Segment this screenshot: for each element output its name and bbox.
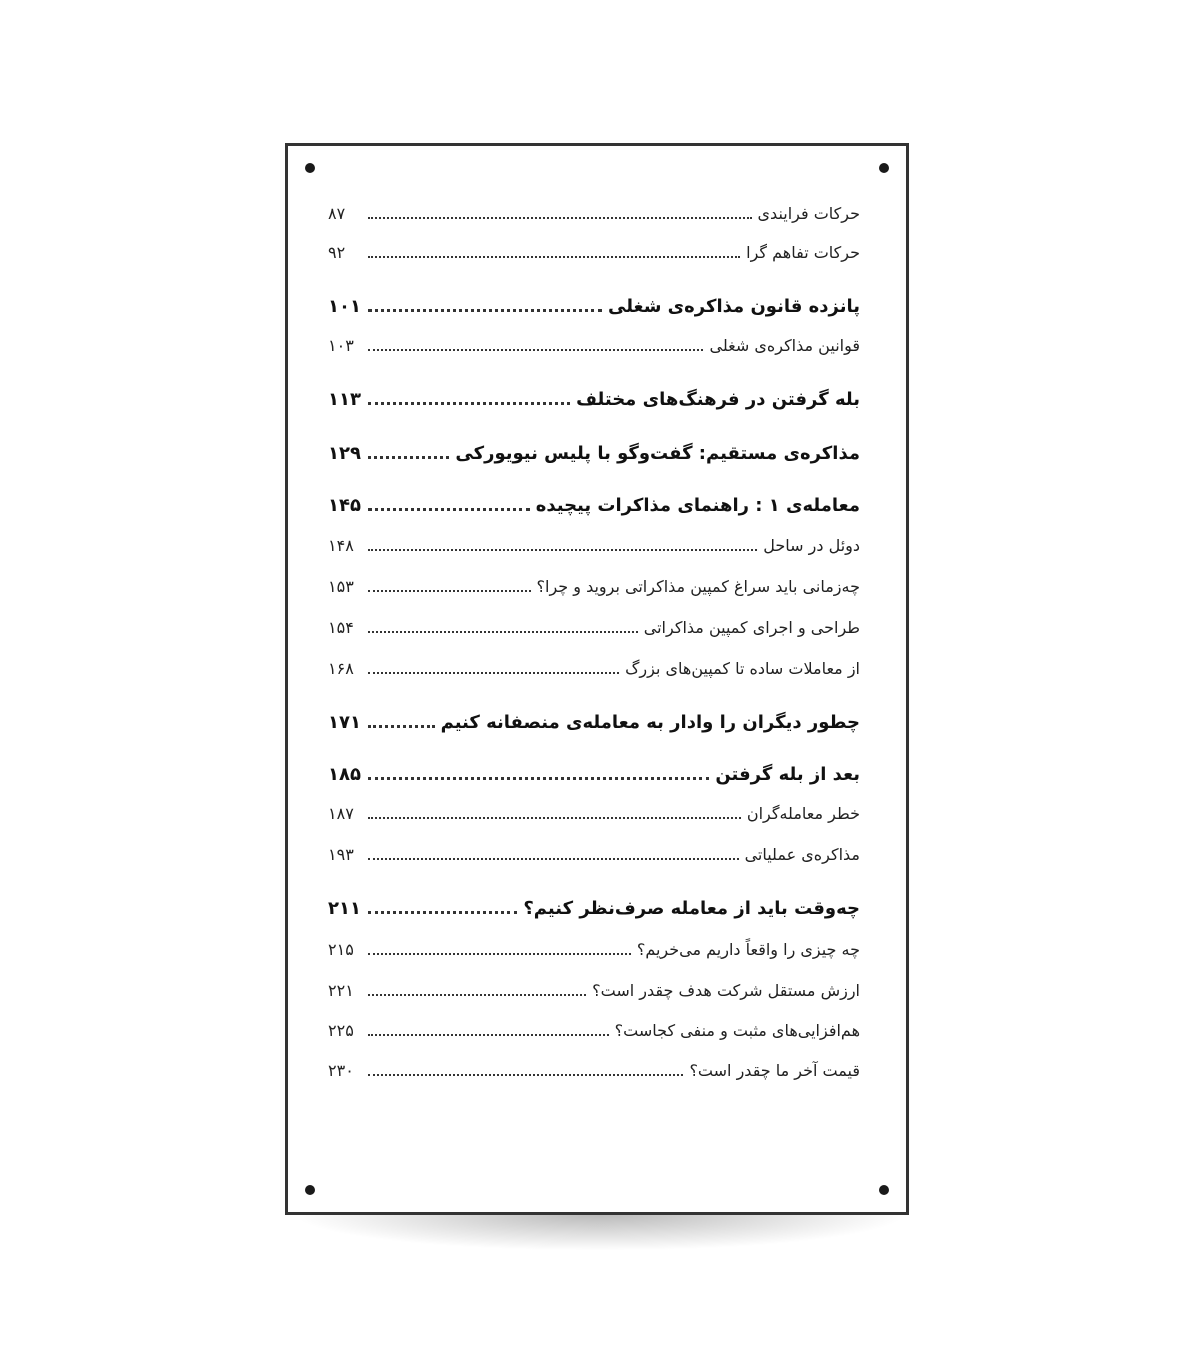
toc-entry — [328, 755, 860, 787]
dot-leader — [368, 858, 739, 860]
toc-entry-title: مذاکره‌ی مستقیم: گفت‌وگو با پلیس نیویورکی — [455, 443, 860, 464]
dot-leader — [368, 349, 703, 351]
book-page — [285, 143, 909, 1215]
dot-leader — [368, 911, 517, 914]
toc-entry — [328, 971, 860, 1003]
toc-entry — [328, 608, 860, 640]
toc-entry — [328, 649, 860, 681]
corner-dot-top-right — [879, 163, 889, 173]
toc-entry — [328, 835, 860, 867]
toc-entry — [328, 703, 860, 735]
toc-entry-title: حرکات فرایندی — [757, 204, 860, 223]
toc-entry-title: چه چیزی را واقعاً داریم می‌خریم؟ — [636, 940, 860, 959]
page-shadow — [300, 1214, 900, 1250]
corner-dot-bottom-right — [879, 1185, 889, 1195]
toc-entry-page: ۲۳۰ — [328, 1061, 354, 1080]
corner-dot-bottom-left — [305, 1185, 315, 1195]
toc-entry-title: پانزده قانون مذاکره‌ی شغلی — [607, 296, 860, 317]
dot-leader — [368, 631, 638, 633]
toc-entry-title: قیمت آخر ما چقدر است؟ — [689, 1061, 860, 1080]
toc-entry-page: ۱۶۸ — [328, 659, 354, 678]
toc-entry-page: ۲۱۵ — [328, 940, 354, 959]
toc-entry-page: ۱۴۵ — [328, 495, 361, 516]
dot-leader — [368, 953, 631, 955]
dot-leader — [368, 1074, 683, 1076]
dot-leader — [368, 402, 570, 405]
dot-leader — [368, 1034, 609, 1036]
toc-entry — [328, 794, 860, 826]
toc-entry — [328, 1011, 860, 1043]
toc-entry-page: ۱۰۳ — [328, 336, 354, 355]
toc-entry — [328, 567, 860, 599]
toc-entry — [328, 930, 860, 962]
toc-entry-page: ۱۵۴ — [328, 618, 354, 637]
toc-entry — [328, 194, 860, 226]
toc-entry-page: ۱۱۳ — [328, 389, 361, 410]
toc-entry — [328, 1051, 860, 1083]
toc-entry — [328, 486, 860, 518]
dot-leader — [368, 725, 435, 728]
toc-entry-title: بعد از بله گرفتن — [715, 764, 860, 785]
toc-entry-title: دوئل در ساحل — [763, 536, 860, 555]
dot-leader — [368, 590, 531, 592]
toc-entry-page: ۱۷۱ — [328, 712, 361, 733]
toc-entry-title: معامله‌ی ۱ : راهنمای مذاکرات پیچیده — [535, 495, 860, 516]
toc-entry — [328, 434, 860, 466]
dot-leader — [368, 256, 740, 258]
toc-entry-page: ۹۲ — [328, 243, 346, 262]
dot-leader — [368, 549, 757, 551]
toc-entry — [328, 326, 860, 358]
corner-dot-top-left — [305, 163, 315, 173]
toc-entry-title: چه‌زمانی باید سراغ کمپین مذاکراتی بروید و چرا؟ — [536, 577, 860, 596]
toc-entry-title: حرکات تفاهم گرا — [746, 243, 860, 262]
toc-entry — [328, 889, 860, 921]
toc-entry-title: چه‌وقت باید از معامله صرف‌نظر کنیم؟ — [523, 898, 860, 919]
toc-entry-title: از معاملات ساده تا کمپین‌های بزرگ — [625, 659, 860, 678]
dot-leader — [368, 456, 449, 459]
toc-entry-title: طراحی و اجرای کمپین مذاکراتی — [643, 618, 860, 637]
toc-entry-page: ۸۷ — [328, 204, 346, 223]
toc-entry-title: ارزش مستقل شرکت هدف چقدر است؟ — [592, 981, 860, 1000]
toc-entry — [328, 287, 860, 319]
toc-entry-page: ۱۴۸ — [328, 536, 354, 555]
table-of-contents — [328, 146, 860, 1212]
toc-entry-page: ۲۲۵ — [328, 1021, 354, 1040]
dot-leader — [368, 217, 752, 219]
dot-leader — [368, 508, 530, 511]
toc-entry-page: ۲۲۱ — [328, 981, 354, 1000]
toc-entry-title: مذاکره‌ی عملیاتی — [744, 845, 860, 864]
toc-entry-page: ۱۸۷ — [328, 804, 354, 823]
dot-leader — [368, 777, 709, 780]
dot-leader — [368, 817, 741, 819]
dot-leader — [368, 672, 619, 674]
toc-entry-page: ۱۲۹ — [328, 443, 361, 464]
dot-leader — [368, 309, 602, 312]
toc-entry — [328, 380, 860, 412]
toc-entry-title: هم‌افزایی‌های مثبت و منفی کجاست؟ — [614, 1021, 860, 1040]
toc-entry — [328, 233, 860, 265]
toc-entry-page: ۱۰۱ — [328, 296, 361, 317]
toc-entry — [328, 526, 860, 558]
toc-entry-page: ۱۸۵ — [328, 764, 361, 785]
toc-entry-title: چطور دیگران را وادار به معامله‌ی منصفانه کنیم — [440, 712, 860, 733]
toc-entry-page: ۱۹۳ — [328, 845, 354, 864]
toc-entry-page: ۱۵۳ — [328, 577, 354, 596]
dot-leader — [368, 994, 586, 996]
toc-entry-title: بله گرفتن در فرهنگ‌های مختلف — [576, 389, 860, 410]
toc-entry-title: خطر معامله‌گران — [746, 804, 860, 823]
toc-entry-title: قوانین مذاکره‌ی شغلی — [709, 336, 860, 355]
toc-entry-page: ۲۱۱ — [328, 898, 361, 919]
